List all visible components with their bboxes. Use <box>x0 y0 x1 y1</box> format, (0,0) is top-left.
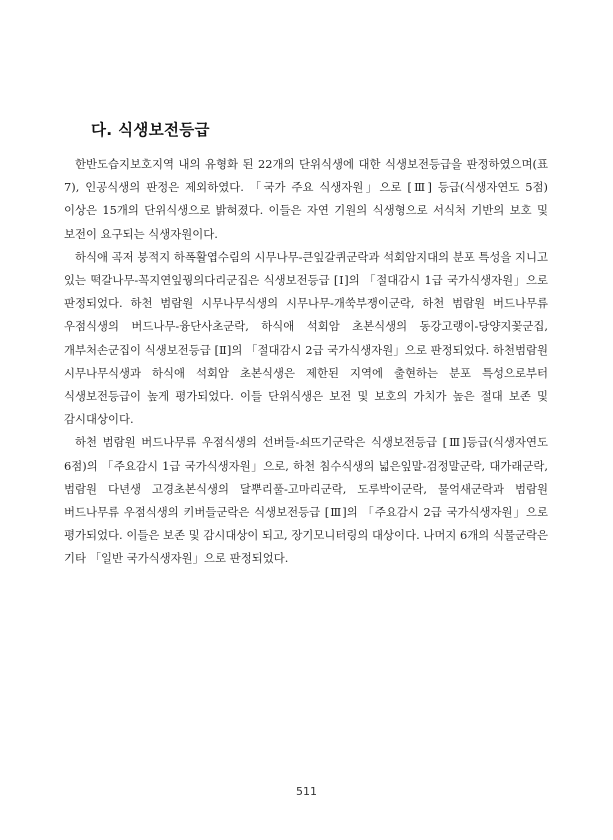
paragraph-absolute-monitoring-grades: 하식애 곡저 붕적지 하폭활엽수림의 시무나무-큰잎갈퀴군락과 석회암지대의 분포 특성을 지니고 있는 떡갈나무-꼭지연잎꿩의다리군집은 식생보전등급 [Ⅰ]의 「절대감시 1급 국가식생자원」으로 판정되었다. 하천 범람원 시무나무식생의 시무나무-개쑥부쟁이군락, 하천 범람원 버드나무류 우점식생의 버드나무-융단사초군락, 하식애 석회암 초본식생의 동강고랭이-당양지꽃군집, 개부처손군집이 식생보전등급 [Ⅱ]의 「절대감시 2급 국가식생자원」으로 판정되었다. 하천범람원 시무나무식생과 하식애 석회암 초본식생은 제한된 지역에 출현하는 분포 특성으로부터 식생보전등급이 높게 평가되었다. 이들 단위식생은 보전 및 보호의 가치가 높은 절대 보존 및 감시대상이다. <box>64 249 548 427</box>
paragraph-protection-grades-overview: 한반도습지보호지역 내의 유형화 된 22개의 단위식생에 대한 식생보전등급을 판정하였으며(표 7), 인공식생의 판정은 제외하였다. 「국가 주요 식생자원」으로 [Ⅲ] 등급(식생자연도 5점) 이상은 15개의 단위식생으로 밝혀졌다. 이들은 자연 기원의 식생형으로 서식처 기반의 보호 및 보전이 요구되는 식생자원이다. <box>64 157 548 241</box>
section-heading: 다. 식생보전등급 <box>91 121 210 139</box>
page-number: 511 <box>296 785 317 798</box>
body-text <box>64 153 548 571</box>
paragraph-major-monitoring-grades: 하천 범람원 버드나무류 우점식생의 선버들-쇠뜨기군락은 식생보전등급 [Ⅲ]등급(식생자연도 6점)의 「주요감시 1급 국가식생자원」으로, 하천 침수식생의 넓은잎말-검정말군락, 대가래군락, 범람원 다년생 고경초본식생의 달뿌리풀-고마리군락, 도루박이군락, 물억새군락과 범람원 버드나무류 우점식생의 키버들군락은 식생보전등급 [Ⅲ]의 「주요감시 2급 국가식생자원」으로 평가되었다. 이들은 보존 및 감시대상이 되고, 장기모니터링의 대상이다. 나머지 6개의 식물군락은 기타 「일반 국가식생자원」으로 판정되었다. <box>64 435 548 566</box>
